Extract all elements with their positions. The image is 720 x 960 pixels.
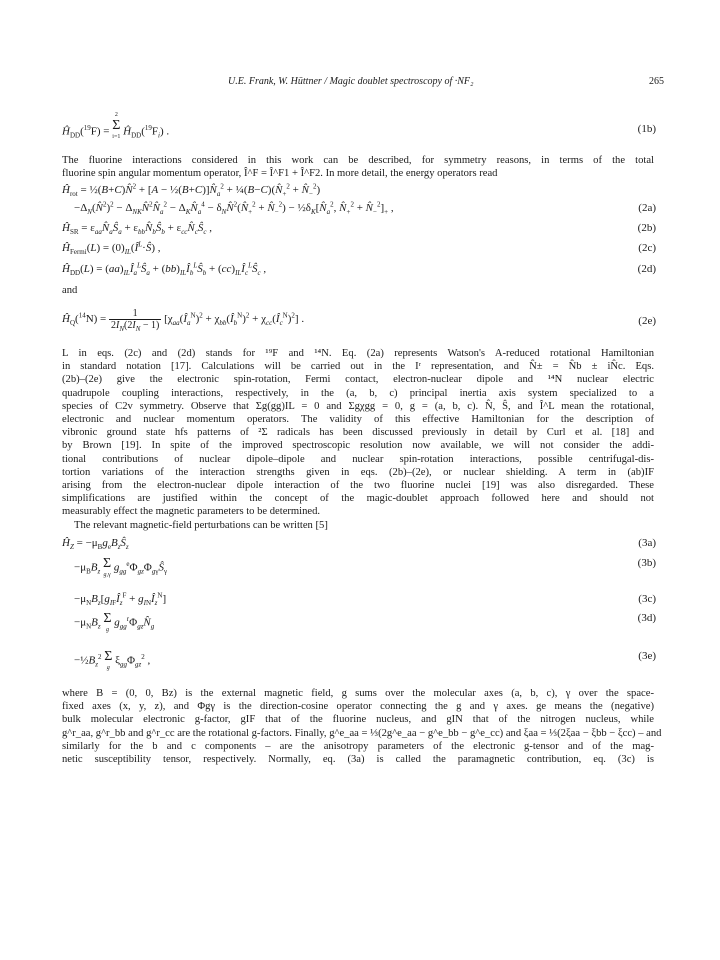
- equation-number: (2d): [637, 263, 656, 275]
- text-line: in standard notation [17]. Calculations will be carried out in the Iʳ representation, and N̂± = N̂b ± iN̂c. Eqs.: [62, 361, 654, 373]
- running-title: U.E. Frank, W. Hüttner / Magic doublet spectroscopy of ·NF₂: [228, 76, 474, 87]
- equation-3a: $Ĥ_Z$ = $-\mu_Bg_eB_zŜ_z$ (3a): [62, 537, 656, 552]
- text-line: similarly for the b and c components – are the anisotropy parameters of the electronic g-tensor and of the mag-: [62, 740, 654, 752]
- equation-3c: $-\mu_NB_z[g_{IF}Î_z^F$ + $g_{IN}Î_z^N$] (3c): [74, 591, 656, 608]
- page-number: 265: [649, 76, 664, 87]
- paragraph-intro: [62, 154, 654, 180]
- paragraph-magnetic-field: [62, 687, 662, 766]
- text-line: electronic and nuclear momentum operators. The validity of this effective Hamiltonian for the description of: [62, 414, 654, 426]
- text-line: species of C2v symmetry. Observe that Σg(gg)IL = 0 and Σgχgg = 0, g = (a, b, c). N̂, Ŝ, and Î^L mean the rotational,: [62, 400, 654, 412]
- equation-number: (3e): [638, 650, 656, 662]
- equation-number: (3b): [637, 557, 656, 569]
- equation-2e: $Ĥ_Q(^{14}N)$ = $\frac{1}{2I_N(2I_N - 1)}$ [$\chi_{aa}(Î_a^N)^2$ + $\chi_{bb}(Î_b^N)^2$ + $\chi_{cc}(Î_c^N)^2$] . (2e): [62, 308, 656, 333]
- equation-3e: $-\frac{1}{2}B_z^2$ Σ g $\xi_{gg}\Phi_{gz}^2$ , (3e): [74, 649, 656, 671]
- equation-3d: $-\mu_NB_z$ Σ g $g_{gg}^r\Phi_{gz}N̂_g$ (3d): [74, 611, 656, 633]
- text-line: simplifications are justified within the concept of the magic-doublet approach followed here and should not: [62, 493, 654, 505]
- equation-number: (2a): [638, 202, 656, 214]
- text-line: The fluorine interactions considered in this work can be described, for symmetry reasons, in terms of the total: [62, 155, 654, 166]
- text-line: g^r_aa, g^r_bb and g^r_cc are the rotational g-factors. Finally, g^e_aa = ⅓(2g^e_aa − g^e_bb − g^e_cc) and ξaa = ⅓(2ξaa − ξbb − ξcc) – and: [62, 727, 662, 739]
- text-line: tortion variations of the interaction strengths given in eqs. (2b)–(2e), or nuclear shielding. A term in (ab)IF: [62, 466, 654, 478]
- text-line: by Brown [19]. In spite of the improved spectroscopic resolution now available, we will not consider the addi-: [62, 440, 654, 452]
- equation-number: (3a): [638, 537, 656, 549]
- paragraph-discussion: [62, 347, 654, 519]
- text-line: bulk molecular electronic g-factor, gIF that of the fluorine nucleus, and gIN that of the nitrogen nucleus, while: [62, 714, 654, 726]
- text-line: fixed axes (x, y, z), and Φgγ is the direction-cosine operator connecting the g and γ axes. ge means the (negative): [62, 701, 654, 713]
- text-line: measurably effect the magnetic parameters to be determined.: [62, 506, 321, 518]
- text-line: tional contributions of nuclear dipole–dipole and nuclear spin-rotation interactions, possible centrifugal-dis-: [62, 453, 654, 465]
- paragraph-perturbations: [74, 519, 654, 532]
- equation-2c: $Ĥ_{Fermi}(L)$ = $(0)_{IL}(Î^L\cdot Ŝ)$ , (2c): [62, 240, 656, 257]
- equation-number: (3c): [638, 593, 656, 605]
- text-line: (2b)–(2e) give the electronic spin-rotation, Fermi contact, electron-nuclear dipole and ¹⁴N nuclear electric: [62, 374, 654, 386]
- text-line: arising from the electron-nuclear dipole interaction of the two fluorine nuclei [19] was also disregarded. These: [62, 480, 654, 492]
- equation-3b: $-\mu_BB_z$ Σ g,γ $g_{gg}^e\Phi_{gz}\Phi_{g\gamma}Ŝ_\gamma$ (3b): [74, 556, 656, 578]
- equation-number: (3d): [637, 612, 656, 624]
- text-line: where B = (0, 0, Bz) is the external magnetic field, g sums over the molecular axes (a, b, c), γ over the space-: [62, 688, 654, 699]
- text-and: [62, 284, 654, 297]
- text-line: The relevant magnetic-field perturbations can be written [5]: [74, 520, 328, 531]
- text-line: L in eqs. (2c) and (2d) stands for ¹⁹F and ¹⁴N. Eq. (2a) represents Watson's A-reduced rotational Hamiltonian: [62, 348, 654, 359]
- equation-number: (2c): [638, 242, 656, 254]
- equation-number: (1b): [637, 123, 656, 135]
- equation-2d: $Ĥ_{DD}(L)$ = $(aa)_{IL}Î_a^LŜ_a$ + $(bb)_{IL}Î_b^LŜ_b$ + $(cc)_{IL}Î_c^LŜ_c$ , (2d): [62, 261, 656, 278]
- text-and-word: and: [62, 285, 78, 296]
- text-line: quadrupole coupling interactions, respectively, in the (a, b, c) principal inertia axis system specialized to a: [62, 387, 654, 399]
- equation-1b: $Ĥ_{DD}(^{19}F)$ = 2 Σ i=1 $Ĥ_{DD}(^{19}F_i)$ . (1b): [62, 112, 656, 140]
- equation-2a: $Ĥ_{rot}$ = ½(B+C)N̂$^2$ + $[A - \frac{1}{2}(B+C)]N̂_a^2$ + $\frac{1}{4}(B-C)(N̂_+^2$ + $N̂_-^2$) $-\Delta_N(N̂^2)^2$ − $\Delta_{NK}N̂^2N̂_a^2$ − $\Delta_KN̂_a^4$ − $\delta_NN̂^2(N̂_+^2$ + $N̂_-^2$) − $\frac{1}{2}\delta_K[N̂_a^2$, $N̂_+^2$ + $N̂_-^2]_+$ , (2a): [62, 182, 656, 217]
- equation-2b: $Ĥ_{SR}$ = $\varepsilon_{aa}N̂_aŜ_a$ + $\varepsilon_{bb}N̂_bŜ_b$ + $\varepsilon_{cc}N̂_cŜ_c$ , (2b): [62, 222, 656, 237]
- text-line: netic susceptibility tensor, respectively. Normally, eq. (3a) is called the paramagnetic contribution, eq. (3c) is: [62, 754, 654, 766]
- running-header: [0, 76, 720, 92]
- equation-number: (2b): [637, 222, 656, 234]
- text-line: fluorine spin angular momentum operator, Î^F = Î^F1 + Î^F2. In more detail, the energy operators read: [62, 168, 498, 180]
- equation-number: (2e): [638, 315, 656, 327]
- text-line: vibronic ground state hfs patterns of ²Σ radicals has been discussed previously in detail by Curl et al. [18] and: [62, 427, 654, 439]
